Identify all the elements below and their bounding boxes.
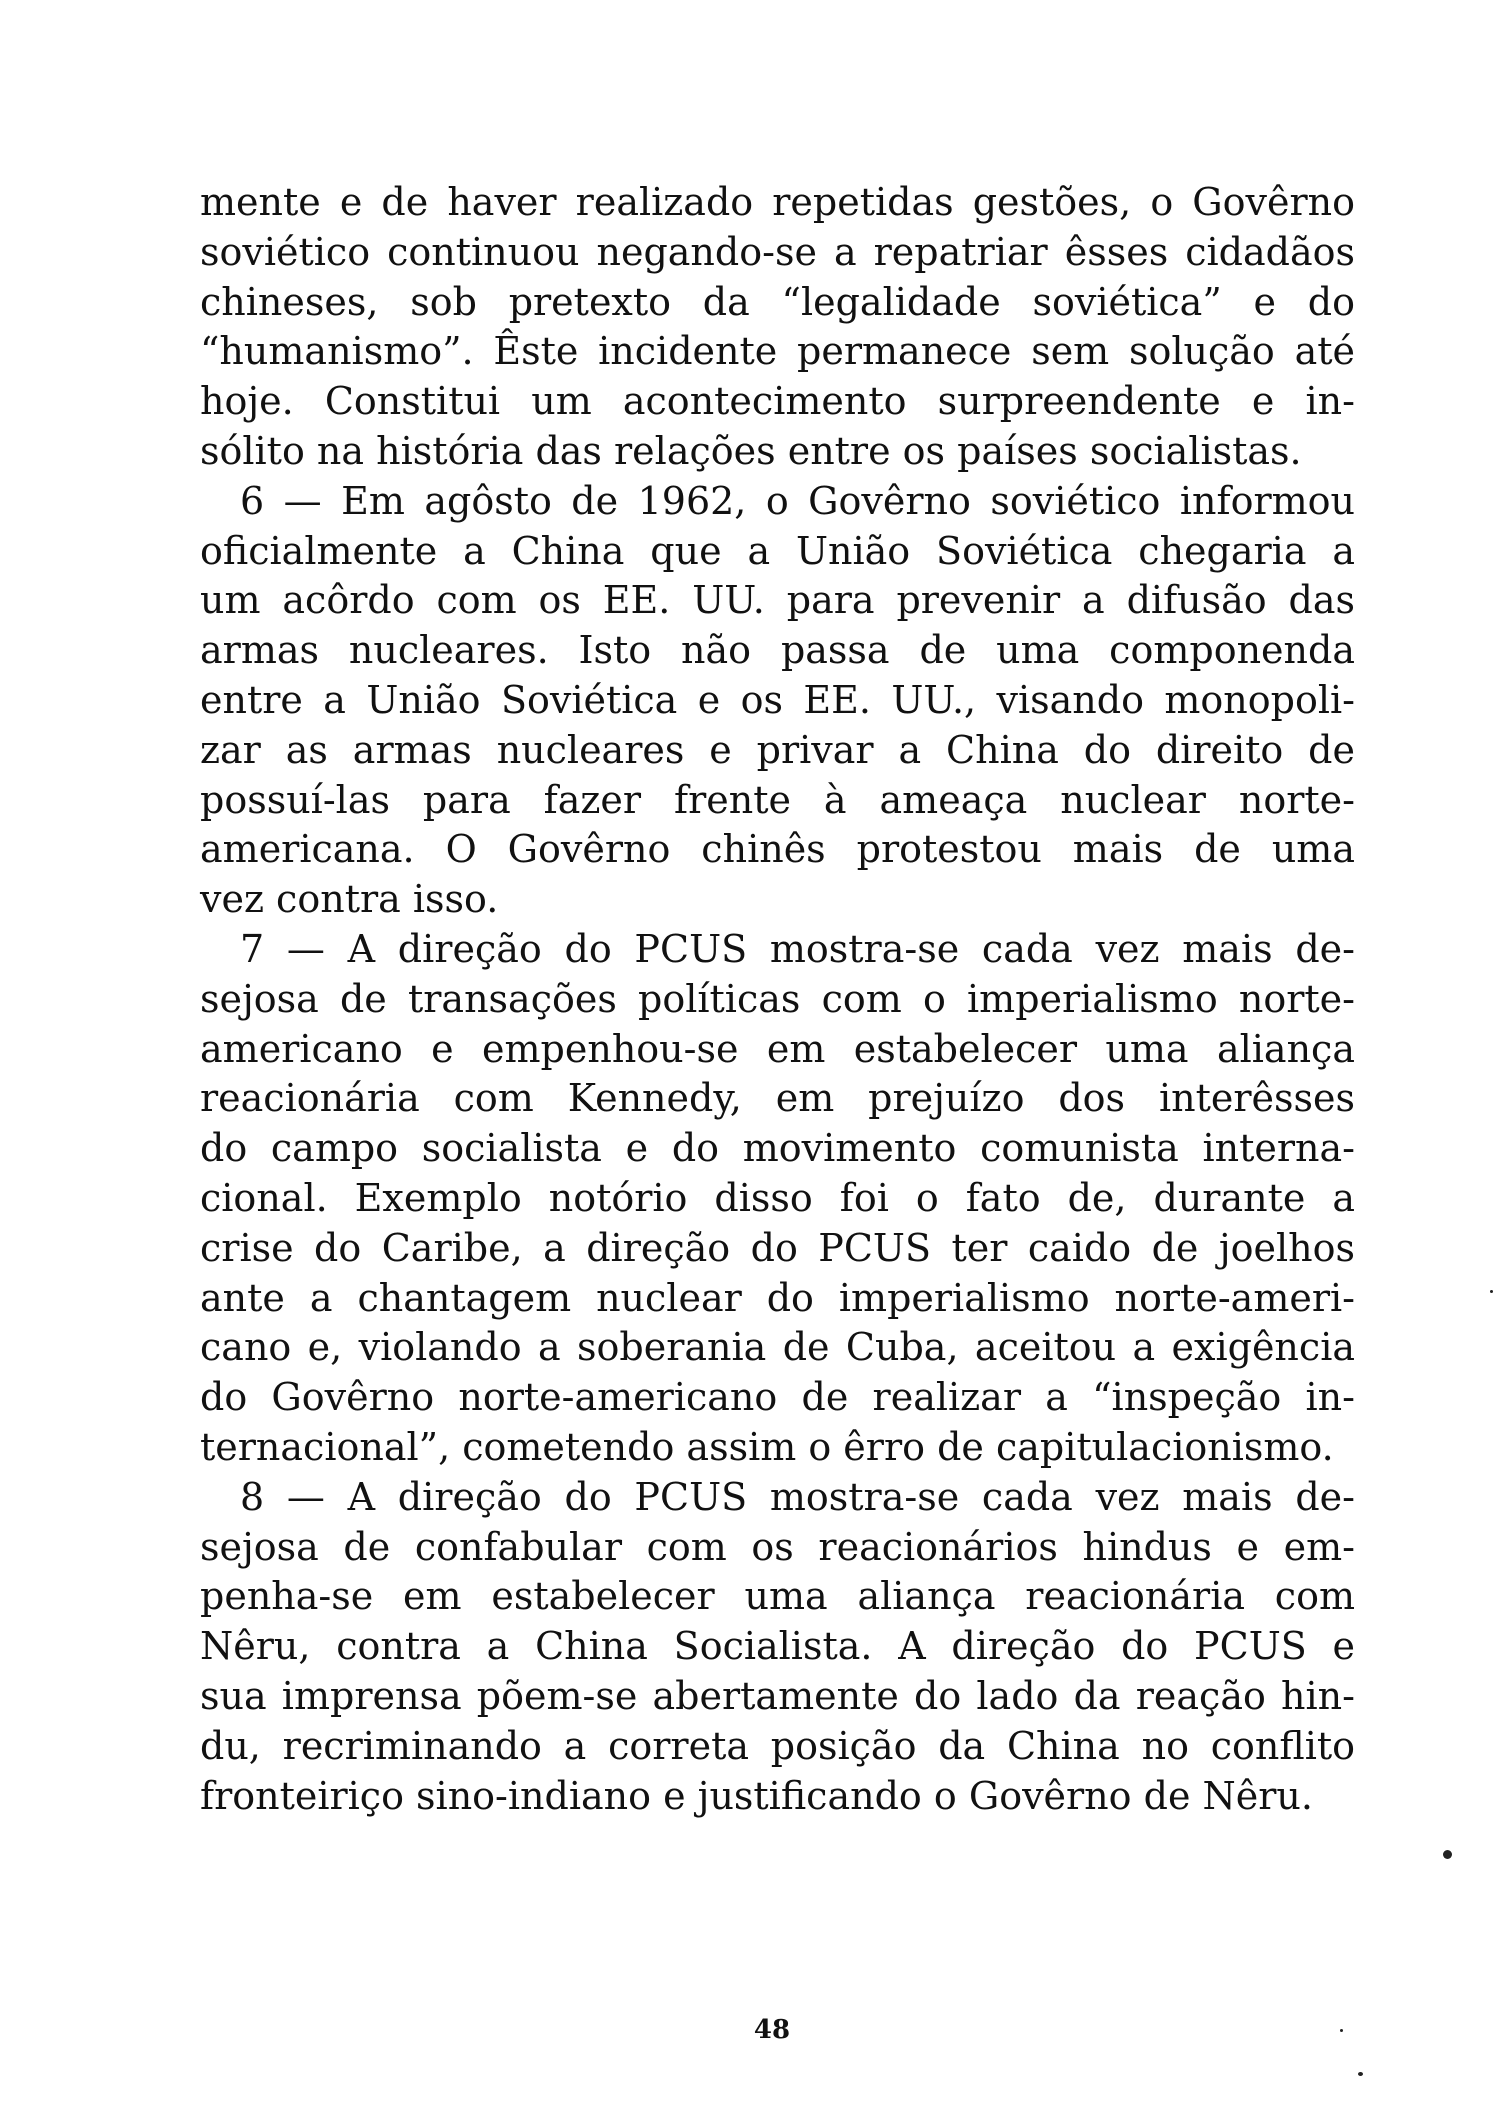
text-line: du, recriminando a correta posição da China no conflito bbox=[200, 1723, 1355, 1768]
text-line: hoje. Constitui um acontecimento surpreendente e in- bbox=[200, 379, 1355, 424]
page-number: 48 bbox=[753, 2015, 791, 2045]
text-line: “humanismo”. Êste incidente permanece sem solução até bbox=[200, 329, 1355, 374]
text-line: do Govêrno norte-americano de realizar a “inspeção in- bbox=[200, 1375, 1355, 1420]
text-line: Nêru, contra a China Socialista. A direção do PCUS e bbox=[200, 1624, 1355, 1669]
text-line: ternacional”, cometendo assim o êrro de capitulacionismo. bbox=[200, 1424, 1334, 1469]
text-line: mente e de haver realizado repetidas gestões, o Govêrno bbox=[200, 180, 1355, 224]
scan-speck bbox=[1443, 1850, 1452, 1859]
text-line: entre a União Soviética e os EE. UU., visando monopoli- bbox=[200, 677, 1355, 722]
text-line: do campo socialista e do movimento comunista interna- bbox=[200, 1126, 1355, 1171]
paragraph-8-start: 8 — A direção do PCUS mostra-se cada vez mais de- bbox=[240, 1474, 1355, 1519]
text-line: zar as armas nucleares e privar a China do direito de bbox=[200, 727, 1355, 772]
text-line: possuí-las para fazer frente à ameaça nuclear norte- bbox=[200, 777, 1355, 822]
text-line: fronteiriço sino-indiano e justificando o Govêrno de Nêru. bbox=[200, 1773, 1313, 1818]
body-text bbox=[200, 178, 1355, 1821]
text-line: americana. O Govêrno chinês protestou mais de uma bbox=[200, 827, 1355, 872]
text-line: armas nucleares. Isto não passa de uma componenda bbox=[200, 628, 1355, 673]
text-line: oficialmente a China que a União Soviética chegaria a bbox=[200, 528, 1355, 573]
text-line: crise do Caribe, a direção do PCUS ter caido de joelhos bbox=[200, 1225, 1355, 1270]
text-line: um acôrdo com os EE. UU. para prevenir a difusão das bbox=[200, 578, 1355, 623]
text-line: soviético continuou negando-se a repatriar êsses cidadãos bbox=[200, 229, 1355, 274]
text-line: ante a chantagem nuclear do imperialismo norte-ameri- bbox=[200, 1275, 1355, 1320]
text-line: sólito na história das relações entre os países socialistas. bbox=[200, 428, 1302, 473]
text-line: chineses, sob pretexto da “legalidade soviética” e do bbox=[200, 279, 1355, 324]
paragraph-7-start: 7 — A direção do PCUS mostra-se cada vez mais de- bbox=[240, 926, 1355, 971]
text-line: sejosa de confabular com os reacionários hindus e em- bbox=[200, 1524, 1355, 1569]
text-line: cional. Exemplo notório disso foi o fato de, durante a bbox=[200, 1175, 1355, 1220]
text-line: reacionária com Kennedy, em prejuízo dos interêsses bbox=[200, 1076, 1355, 1121]
text-line: sejosa de transações políticas com o imperialismo norte- bbox=[200, 976, 1355, 1021]
text-line: cano e, violando a soberania de Cuba, aceitou a exigência bbox=[200, 1325, 1355, 1370]
text-line: americano e empenhou-se em estabelecer uma aliança bbox=[200, 1026, 1355, 1071]
text-line: sua imprensa põem-se abertamente do lado da reação hin- bbox=[200, 1673, 1355, 1718]
text-line: penha-se em estabelecer uma aliança reacionária com bbox=[200, 1574, 1355, 1619]
scan-speck bbox=[1490, 1290, 1493, 1293]
paragraph-6-start: 6 — Em agôsto de 1962, o Govêrno soviético informou bbox=[240, 478, 1355, 523]
scan-speck bbox=[1340, 2029, 1343, 2032]
scan-speck bbox=[1358, 2072, 1363, 2076]
text-line: vez contra isso. bbox=[200, 877, 499, 922]
